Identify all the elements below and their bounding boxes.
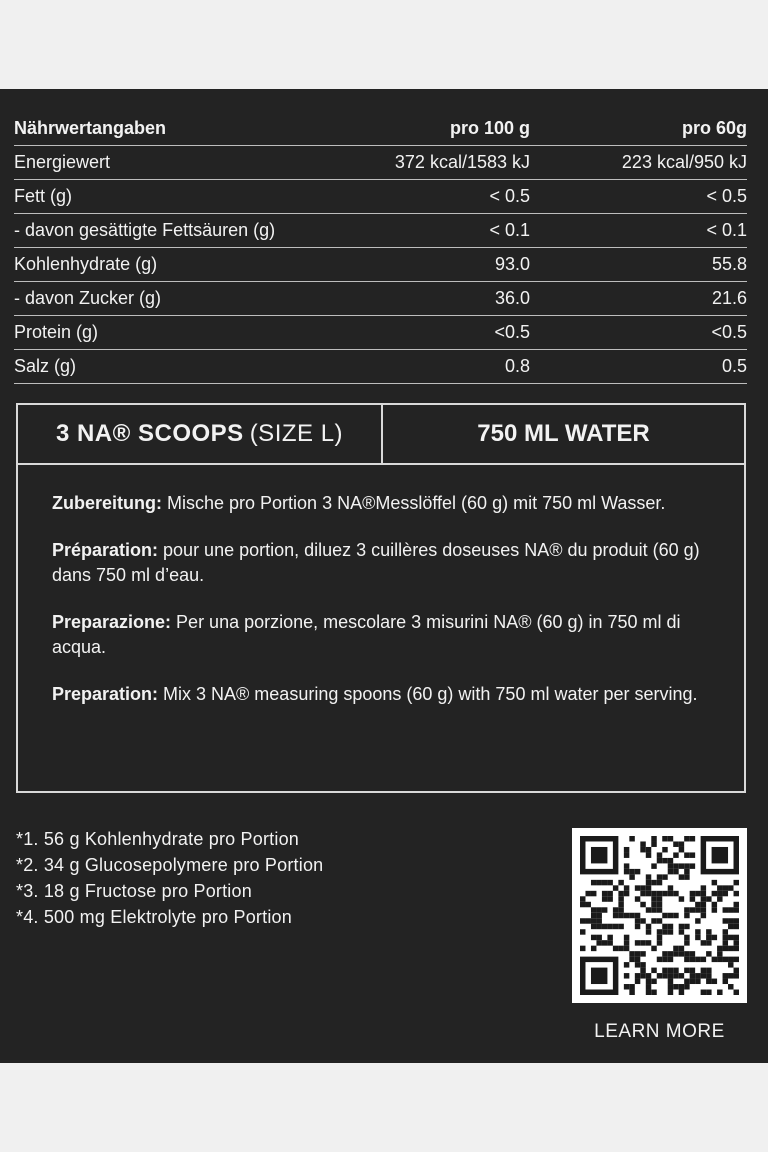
table-row (14, 146, 747, 180)
footnote: *3. 18 g Fructose pro Portion (16, 881, 252, 901)
row-per100: < 0.5 (384, 180, 530, 214)
row-per100: < 0.1 (384, 214, 530, 248)
instruction-label: Preparazione: (52, 612, 172, 632)
row-label: - davon Zucker (g) (14, 282, 384, 316)
row-label: Kohlenhydrate (g) (14, 248, 384, 282)
footnote: *1. 56 g Kohlenhydrate pro Portion (16, 829, 299, 849)
row-per100: 93.0 (384, 248, 530, 282)
row-label: Fett (g) (14, 180, 384, 214)
nutrition-table (14, 112, 747, 384)
table-row (14, 316, 747, 350)
water-cell: 750 ML WATER (477, 420, 650, 447)
scoops-count: 3 NA® SCOOPS (55, 420, 244, 447)
instruction-en (52, 682, 712, 707)
preparation-instructions (52, 491, 712, 729)
row-label: Protein (g) (14, 316, 384, 350)
learn-more-link[interactable]: LEARN MORE (594, 1021, 725, 1042)
instruction-text: Per una porzione, mescolare 3 misurini NA® (60 g) in 750 ml di acqua. (52, 612, 681, 657)
instruction-fr (52, 538, 712, 588)
footnotes (16, 826, 323, 930)
row-per-serving: < 0.1 (530, 214, 747, 248)
table-row (14, 180, 747, 214)
row-per-serving: < 0.5 (530, 180, 747, 214)
scoops-cell (18, 405, 383, 463)
row-per-serving: 55.8 (530, 248, 747, 282)
instruction-it (52, 610, 712, 660)
table-row (14, 214, 747, 248)
instruction-label: Préparation: (52, 540, 159, 560)
instruction-de (52, 491, 712, 516)
row-per-serving: 0.5 (530, 350, 747, 384)
row-label: Salz (g) (14, 350, 384, 384)
row-per100: 0.8 (384, 350, 530, 384)
nutrition-header-per100: pro 100 g (384, 112, 530, 146)
table-row (14, 282, 747, 316)
row-per100: 372 kcal/1583 kJ (384, 146, 530, 180)
qr-code-graphic (580, 836, 739, 995)
row-per-serving: 223 kcal/950 kJ (530, 146, 747, 180)
footnote: *2. 34 g Glucosepolymere pro Portion (16, 855, 324, 875)
table-row (14, 350, 747, 384)
instruction-text: pour une portion, diluez 3 cuillères doseuses NA® du produit (60 g) dans 750 ml d’eau. (52, 540, 700, 585)
scoop-size: (SIZE L) (249, 420, 344, 447)
preparation-header (18, 405, 744, 465)
instruction-text: Mische pro Portion 3 NA®Messlöffel (60 g) mit 750 ml Wasser. (162, 493, 666, 513)
row-per-serving: 21.6 (530, 282, 747, 316)
row-label: - davon gesättigte Fettsäuren (g) (14, 214, 384, 248)
footnote: *4. 500 mg Elektrolyte pro Portion (16, 907, 292, 927)
table-row (14, 248, 747, 282)
nutrition-header-row (14, 112, 747, 146)
instruction-label: Zubereitung: (52, 493, 162, 513)
instruction-label: Preparation: (52, 684, 159, 704)
qr-code-icon[interactable] (572, 828, 747, 1003)
row-per100: <0.5 (384, 316, 530, 350)
row-label: Energiewert (14, 146, 384, 180)
preparation-box (16, 403, 746, 793)
nutrition-header-label: Nährwertangaben (14, 112, 384, 146)
instruction-text: Mix 3 NA® measuring spoons (60 g) with 750 ml water per serving. (158, 684, 698, 704)
row-per100: 36.0 (384, 282, 530, 316)
nutrition-header-per-serving: pro 60g (530, 112, 747, 146)
row-per-serving: <0.5 (530, 316, 747, 350)
